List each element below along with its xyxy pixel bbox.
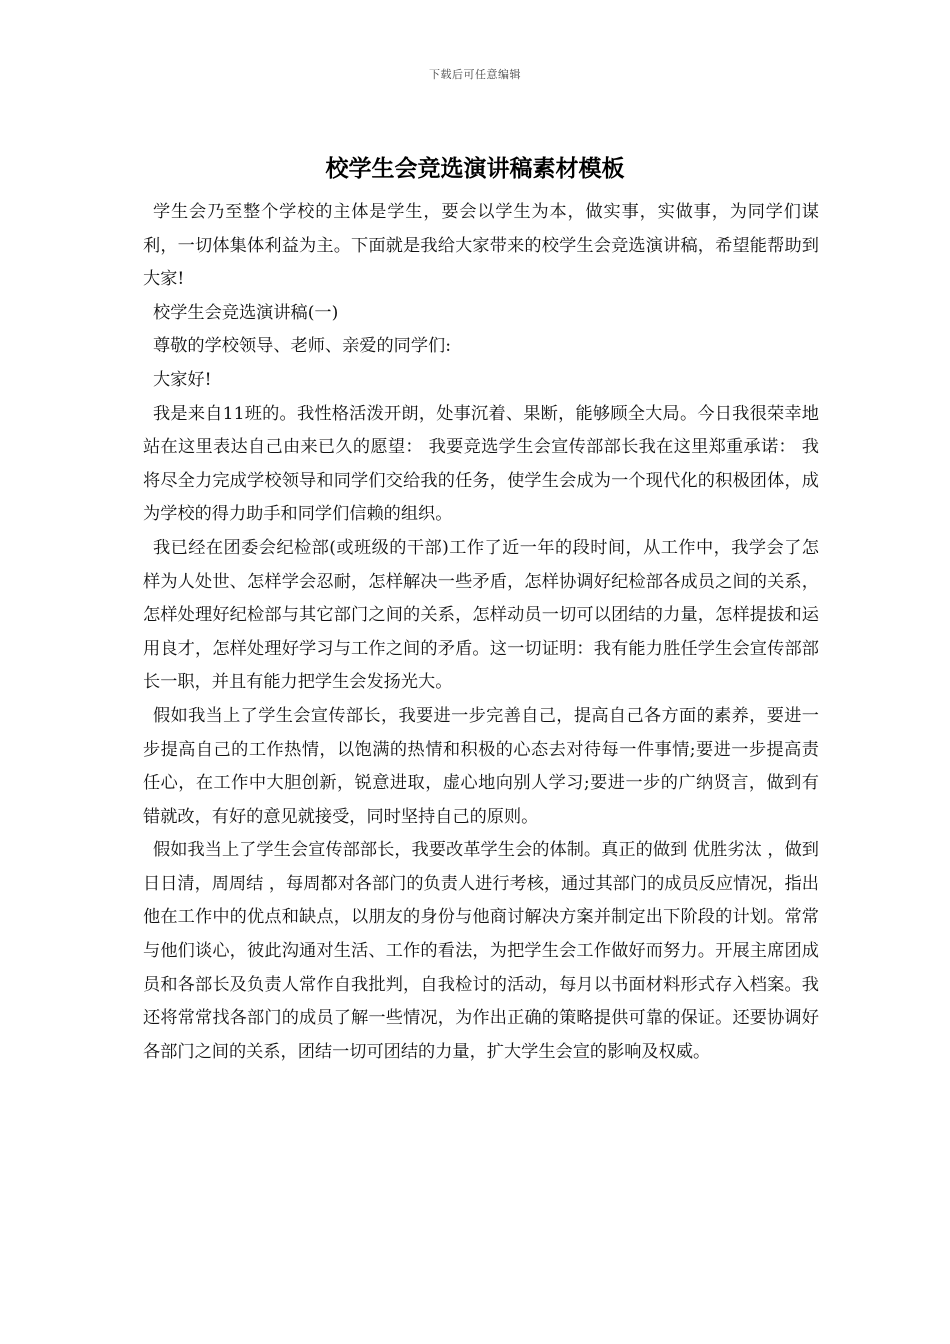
paragraph-experience: 我已经在团委会纪检部(或班级的干部)工作了近一年的段时间，从工作中，我学会了怎样为人处世、怎样学会忍耐，怎样解决一些矛盾，怎样协调好纪检部各成员之间的关系，怎样处理好纪检部与其它部门之间的关系，怎样动员一切可以团结的力量，怎样提拔和运用良才，怎样处理好学习与工作之间的矛盾。这一切证明：我有能力胜任学生会宣传部部长一职，并且有能力把学生会发扬光大。 xyxy=(143,537,819,693)
paragraph-self-introduction: 我是来自11班的。我性格活泼开朗，处事沉着、果断，能够顾全大局。今日我很荣幸地站在这里表达自己由来已久的愿望： 我要竞选学生会宣传部部长我在这里郑重承诺： 我将尽全力完成学校领导和同学们交给我的任务，使学生会成为一个现代化的积极团体，成为学校的得力助手和同学们信赖的组织。 xyxy=(143,403,819,525)
header-note: 下载后可任意编辑 xyxy=(429,68,521,81)
paragraph-section-heading: 校学生会竞选演讲稿(一) xyxy=(153,302,339,323)
paragraph-greeting: 大家好! xyxy=(153,369,212,390)
document-body xyxy=(143,196,819,1069)
paragraph-salutation: 尊敬的学校领导、老师、亲爱的同学们: xyxy=(153,336,451,357)
document-title: 校学生会竞选演讲稿素材模板 xyxy=(325,155,625,182)
paragraph-self-improvement: 假如我当上了学生会宣传部长，我要进一步完善自己，提高自己各方面的素养，要进一步提高自己的工作热情，以饱满的热情和积极的心态去对待每一件事情;要进一步提高责任心，在工作中大胆创新，锐意进取，虚心地向别人学习;要进一步的广纳贤言，做到有错就改，有好的意见就接受，同时坚持自己的原则。 xyxy=(143,705,819,827)
paragraph-reform-plan: 假如我当上了学生会宣传部部长，我要改革学生会的体制。真正的做到 优胜劣汰 ，做到 日日清，周周结 ，每周都对各部门的负责人进行考核，通过其部门的成员反应情况，指出他在工作中的优点和缺点，以朋友的身份与他商讨解决方案并制定出下阶段的计划。常常与他们谈心，彼此沟通对生活、工作的看法，为把学生会工作做好而努力。开展主席团成员和各部长及负责人常作自我批判，自我检讨的活动，每月以书面材料形式存入档案。我还将常常找各部门的成员了解一些情况，为作出正确的策略提供可靠的保证。还要协调好各部门之间的关系，团结一切可团结的力量，扩大学生会宣的影响及权威。 xyxy=(143,840,819,1062)
paragraph-intro: 学生会乃至整个学校的主体是学生，要会以学生为本，做实事，实做事，为同学们谋利，一切体集体利益为主。下面就是我给大家带来的校学生会竞选演讲稿，希望能帮助到大家! xyxy=(143,202,819,290)
